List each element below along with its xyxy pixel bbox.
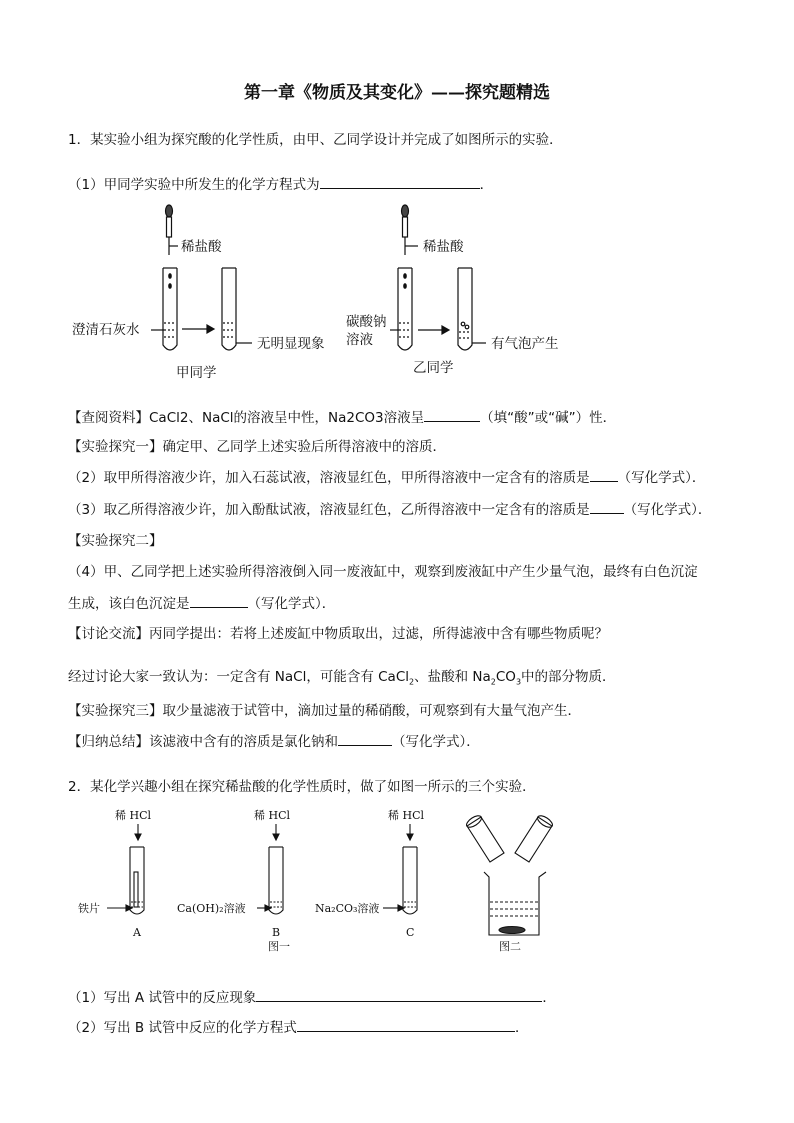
conclusion-sub-1: 2 [409, 677, 415, 687]
q1-info-text: 【查阅资料】CaCl2、NaCl的溶液呈中性，Na2CO3溶液呈 [68, 410, 425, 426]
q1-sub3-text: （3）取乙所得溶液少许，加入酚酞试液，溶液显红色，乙所得溶液中一定含有的溶质是 [68, 502, 590, 518]
conclusion-text-b: 、盐酸和 Na [414, 669, 491, 685]
pouring-tube-left-icon [465, 814, 504, 862]
acid-label-c: 稀 HCl [388, 809, 425, 822]
q1-info-end: （填“酸”或“碱”）性． [480, 410, 617, 426]
acid-label-right: 稀盐酸 [423, 239, 464, 255]
acid-label-left: 稀盐酸 [181, 239, 222, 255]
tube-label-c: C [406, 926, 415, 939]
q1-sub4-text: 生成，该白色沉淀是 [68, 596, 190, 612]
conclusion-text-c: CO [495, 669, 516, 685]
conclusion-sub-3: 3 [515, 677, 522, 687]
student-label-left: 甲同学 [176, 365, 217, 381]
tube-label-a: A [133, 926, 141, 939]
q1-summary-text: 【归纳总结】该滤液中含有的溶质是氯化钠和 [68, 734, 338, 750]
q1-sub4-end: （写化学式）． [247, 596, 336, 612]
conclusion-text-d: 中的部分物质． [521, 669, 616, 685]
reagent-label-b: Ca(OH)₂溶液 [177, 902, 246, 915]
tube-label-b: B [272, 926, 281, 939]
q2-sub1-blank[interactable] [256, 988, 542, 1002]
result-label-left: 无明显现象 [257, 336, 325, 352]
result-label-right: 有气泡产生 [491, 336, 559, 352]
acid-label-b: 稀 HCl [254, 809, 291, 822]
acid-label-a: 稀 HCl [115, 809, 152, 822]
page-title: 第一章《物质及其变化》——探究题精选 [244, 83, 550, 103]
q2-sub2-end: ． [514, 1020, 529, 1036]
q2-sub1-text: （1）写出 A 试管中的反应现象 [68, 990, 257, 1006]
q1-exp2: 【实验探究二】 [68, 533, 163, 549]
figure-2-caption: 图二 [499, 940, 521, 953]
beaker-icon [484, 872, 546, 935]
q2-sub1-end: ． [542, 990, 556, 1006]
q1-sub2-text: （2）取甲所得溶液少许，加入石蕊试液，溶液显红色，甲所得溶液中一定含有的溶质是 [68, 470, 590, 486]
conclusion-sub-2: 2 [490, 677, 496, 687]
pouring-tube-right-icon [515, 814, 554, 862]
q2-sub1 [68, 988, 556, 1007]
tube-b-icon [269, 847, 283, 914]
q1-sub3-end: （写化学式）． [623, 502, 712, 518]
tube-a-icon [130, 847, 144, 914]
q2-sub2-blank[interactable] [297, 1018, 515, 1032]
q1-discuss: 【讨论交流】丙同学提出：若将上述废缸中物质取出，过滤，所得滤液中含有哪些物质呢？ [68, 626, 608, 642]
q1-sub1-end: ． [479, 177, 494, 193]
q1-exp3: 【实验探究三】取少量滤液于试管中，滴加过量的稀硝酸，可观察到有大量气泡产生． [68, 703, 581, 719]
conclusion-text-a: 经过讨论大家一致认为：一定含有 NaCl，可能含有 CaCl [68, 669, 410, 685]
q1-sub2-end: （写化学式）． [617, 470, 706, 486]
figure-1-caption: 图一 [268, 940, 290, 953]
reagent-label-a: 铁片 [78, 902, 100, 915]
q2-stem: 2．某化学兴趣小组在探究稀盐酸的化学性质时，做了如图一所示的三个实验． [68, 779, 536, 795]
tube-c-icon [403, 847, 417, 914]
q1-stem: 1．某实验小组为探究酸的化学性质，由甲、乙同学设计并完成了如图所示的实验． [68, 132, 563, 148]
q1-sub1-text: （1）甲同学实验中所发生的化学方程式为 [68, 177, 320, 193]
q2-sub2 [68, 1018, 528, 1037]
reagent-label-left: 澄清石灰水 [72, 322, 140, 338]
q1-summary-end: （写化学式）． [392, 734, 480, 750]
student-label-right: 乙同学 [413, 360, 454, 376]
q1-sub4-line1: （4）甲、乙同学把上述实验所得溶液倒入同一废液缸中，观察到废液缸中产生少量气泡，最终有白色沉淀 [68, 564, 698, 580]
reagent-label-right-1: 碳酸钠 [346, 314, 387, 330]
q2-sub2-text: （2）写出 B 试管中反应的化学方程式 [68, 1020, 297, 1036]
reagent-label-right-2: 溶液 [346, 332, 373, 348]
q1-exp1: 【实验探究一】确定甲、乙同学上述实验后所得溶液中的溶质． [68, 439, 446, 455]
reagent-label-c: Na₂CO₃溶液 [315, 902, 380, 915]
